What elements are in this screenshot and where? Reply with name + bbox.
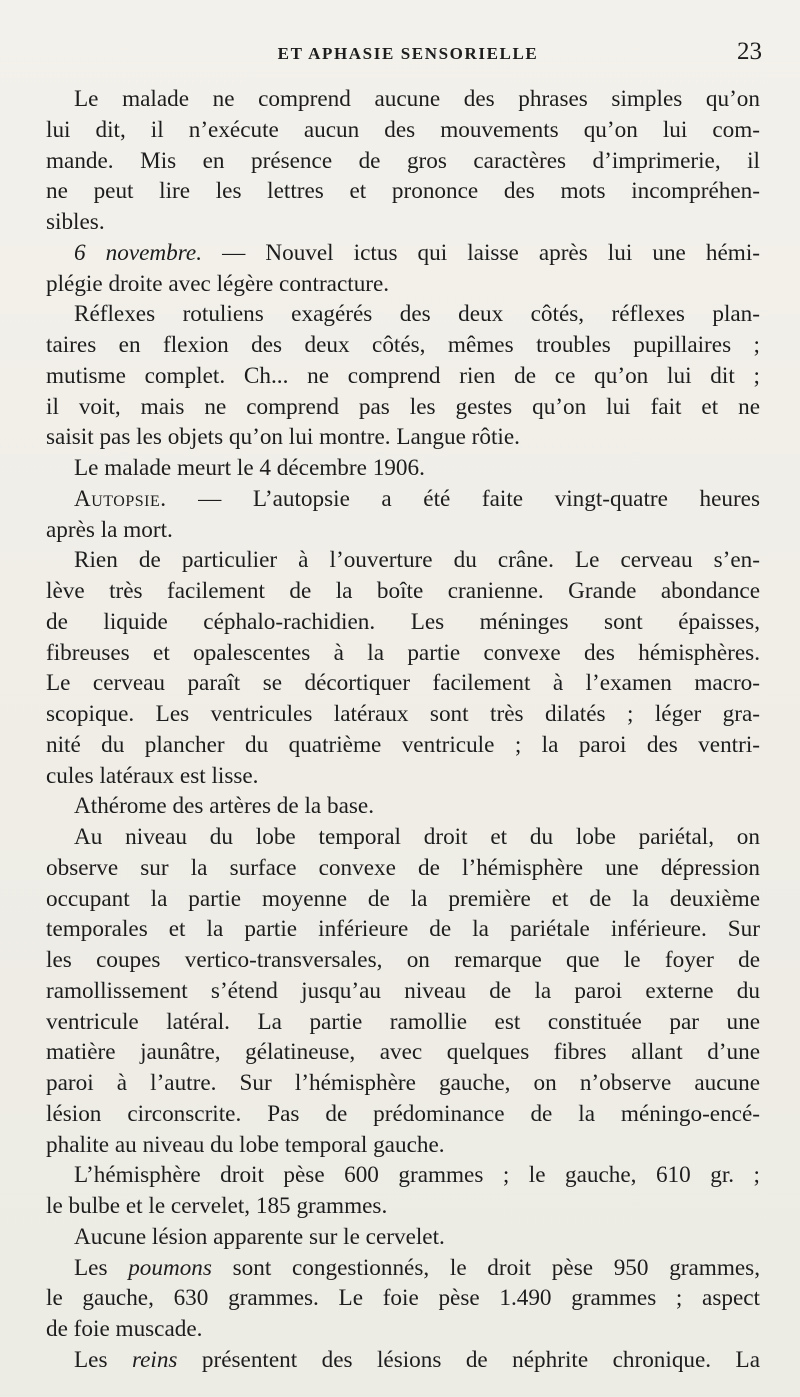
text-fragment: — Nouvel ictus qui laisse après lui une hémi- (202, 239, 760, 266)
text-line: phalite au niveau du lobe temporal gauche. (46, 1131, 445, 1158)
text-line: de liquide céphalo-rachidien. Les méninges sont épaisses, (46, 608, 760, 635)
text-fragment: Les (74, 1346, 132, 1373)
paragraph-6 (46, 545, 760, 791)
text-line: plégie droite avec légère contracture. (46, 270, 390, 297)
text-line: matière jaunâtre, gélatineuse, avec quelques fibres allant d’une (46, 1039, 760, 1066)
text-line: les coupes vertico-transversales, on remarque que le foyer de (46, 947, 760, 973)
italic-term: reins (131, 1346, 178, 1373)
text-line: taires en flexion des deux côtés, mêmes troubles pupillaires ; (46, 332, 760, 358)
paragraph-3 (46, 299, 760, 453)
text-line: Aucune lésion apparente sur le cervelet. (74, 1223, 445, 1250)
text-line: scopique. Les ventricules latéraux sont très dilatés ; léger gra- (46, 701, 760, 727)
date-label: 6 novembre. (74, 239, 203, 266)
text-line: après la mort. (46, 516, 173, 543)
text-line: le bulbe et le cervelet, 185 grammes. (46, 1193, 388, 1219)
paragraph-9 (46, 1160, 760, 1222)
text-line: Au niveau du lobe temporal droit et du lobe pariétal, on (74, 824, 760, 850)
text-line: Réflexes rotuliens exagérés des deux côtés, réflexes plan- (74, 301, 760, 328)
text-line: le gauche, 630 grammes. Le foie pèse 1.490 grammes ; aspect (46, 1285, 760, 1312)
paragraph-11 (46, 1253, 760, 1345)
text-line: lève très facilement de la boîte cranienne. Grande abondance (46, 578, 760, 604)
paragraph-2 (46, 238, 760, 300)
text-line: nité du plancher du quatrième ventricule ; la paroi des ventri- (46, 731, 760, 758)
text-line: Le cerveau paraît se décortiquer facilement à l’examen macro- (46, 670, 760, 697)
running-title: ET APHASIE SENSORIELLE (277, 44, 539, 63)
paragraph-12 (46, 1345, 760, 1376)
text-line: observe sur la surface convexe de l’hémisphère une dépression (46, 854, 760, 881)
text-line (46, 238, 760, 269)
text-line (46, 1345, 760, 1376)
text-line: ramollissement s’étend jusqu’au niveau de la paroi externe du (46, 977, 760, 1004)
text-line: lésion circonscrite. Pas de prédominance de la méningo-encé- (46, 1100, 760, 1127)
text-line: de foie muscade. (46, 1316, 203, 1342)
section-label: Autopsie. (74, 485, 167, 512)
paragraph-7 (46, 791, 760, 822)
text-line: cules latéraux est lisse. (46, 762, 259, 789)
text-line: ventricule latéral. La partie ramollie est constituée par une (46, 1008, 760, 1035)
text-line: L’hémisphère droit pèse 600 grammes ; le gauche, 610 gr. ; (74, 1162, 760, 1189)
text-line: il voit, mais ne comprend pas les gestes qu’on lui fait et ne (46, 393, 760, 420)
text-line (46, 1253, 760, 1284)
text-fragment: présentent des lésions de néphrite chronique. La (177, 1346, 761, 1373)
text-line: Le malade ne comprend aucune des phrases simples qu’on (74, 86, 760, 112)
text-fragment: Les (74, 1254, 129, 1281)
text-line: fibreuses et opalescentes à la partie convexe des hémisphères. (46, 639, 760, 666)
text-line: occupant la partie moyenne de la première et de la deuxième (46, 885, 760, 912)
text-line: temporales et la partie inférieure de la pariétale inférieure. Sur (46, 916, 760, 943)
page-header (46, 38, 770, 72)
paragraph-10 (46, 1222, 760, 1253)
text-line: ne peut lire les lettres et prononce des mots incompréhen- (46, 178, 760, 205)
text-line: saisit pas les objets qu’on lui montre. Langue rôtie. (46, 424, 520, 451)
paragraph-1 (46, 84, 760, 238)
page-number: 23 (737, 38, 762, 65)
paragraph-8 (46, 822, 760, 1160)
text-line: sibles. (46, 209, 105, 235)
text-fragment: — L’autopsie a été faite vingt-quatre heures (166, 485, 760, 512)
text-fragment: sont congestionnés, le droit pèse 950 grammes, (211, 1254, 760, 1281)
text-line: Rien de particulier à l’ouverture du crâne. Le cerveau s’en- (74, 547, 760, 574)
italic-term: poumons (128, 1254, 212, 1281)
text-line: lui dit, il n’exécute aucun des mouvements qu’on lui com- (46, 116, 760, 143)
text-line: mande. Mis en présence de gros caractères d’imprimerie, il (46, 147, 760, 174)
text-line (46, 484, 760, 515)
paragraph-4 (46, 453, 760, 484)
paragraph-5 (46, 484, 760, 546)
text-line: mutisme complet. Ch... ne comprend rien de ce qu’on lui dit ; (46, 362, 760, 389)
text-line: Le malade meurt le 4 décembre 1906. (74, 455, 425, 481)
text-line: paroi à l’autre. Sur l’hémisphère gauche, on n’observe aucune (46, 1070, 760, 1096)
body-text (46, 84, 760, 1376)
text-line: Athérome des artères de la base. (74, 793, 375, 820)
